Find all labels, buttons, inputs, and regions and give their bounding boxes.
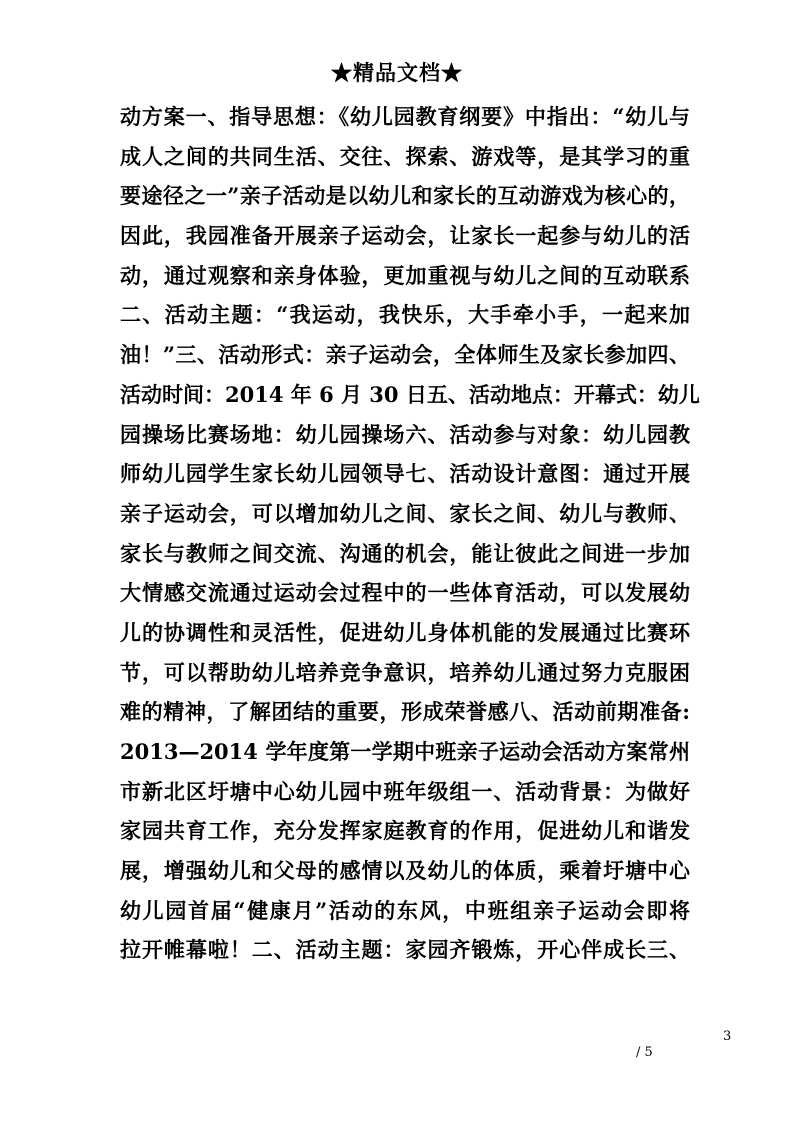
text-line: 活动时间：2014 年 6 月 30 日五、活动地点：开幕式：幼儿 — [120, 381, 700, 407]
text-line: 家园共育工作，充分发挥家庭教育的作用，促进幼儿和谐发 — [120, 818, 690, 844]
text-line: 家长与教师之间交流、沟通的机会，能让彼此之间进一步加 — [120, 540, 690, 566]
text-line: 展，增强幼儿和父母的感情以及幼儿的体质，乘着圩塘中心 — [120, 858, 690, 884]
text-line: 师幼儿园学生家长幼儿园领导七、活动设计意图：通过开展 — [120, 461, 690, 487]
text-line: 油！”三、活动形式：亲子运动会，全体师生及家长参加四、 — [120, 342, 690, 368]
text-line: 成人之间的共同生活、交往、探索、游戏等，是其学习的重 — [120, 143, 690, 169]
text-line: 拉开帷幕啦！二、活动主题：家园齐锻炼，开心伴成长三、 — [120, 937, 690, 963]
text-line: 要途径之一”亲子活动是以幼儿和家长的互动游戏为核心的， — [120, 183, 690, 209]
text-line: 亲子运动会，可以增加幼儿之间、家长之间、幼儿与教师、 — [120, 500, 690, 526]
text-line: 因此，我园准备开展亲子运动会，让家长一起参与幼儿的活 — [120, 223, 690, 249]
document-body — [120, 97, 700, 970]
text-line: 节，可以帮助幼儿培养竞争意识，培养幼儿通过努力克服困 — [120, 659, 690, 685]
document-header-title: ★精品文档★ — [331, 60, 463, 85]
text-line: 2013—2014 学年度第一学期中班亲子运动会活动方案常州 — [120, 739, 690, 764]
text-line: 动方案一、指导思想：《幼儿园教育纲要》中指出：“幼儿与 — [120, 104, 690, 129]
text-line: 难的精神，了解团结的重要，形成荣誉感八、活动前期准备: — [120, 699, 690, 725]
text-line: 大情感交流通过运动会过程中的一些体育活动，可以发展幼 — [120, 580, 690, 606]
text-line: 儿的协调性和灵活性，促进幼儿身体机能的发展通过比赛环 — [120, 619, 690, 645]
text-line: 市新北区圩塘中心幼儿园中班年级组一、活动背景：为做好 — [120, 778, 690, 804]
page-total: / 5 — [636, 1045, 653, 1060]
text-line: 动，通过观察和亲身体验，更加重视与幼儿之间的互动联系 — [120, 262, 690, 288]
text-line: 二、活动主题：“我运动，我快乐，大手牵小手，一起来加 — [120, 302, 690, 328]
text-line: 幼儿园首届“健康月”活动的东风，中班组亲子运动会即将 — [120, 897, 690, 923]
page-number: 3 — [723, 1029, 732, 1044]
text-line: 园操场比赛场地：幼儿园操场六、活动参与对象：幼儿园教 — [120, 421, 690, 447]
